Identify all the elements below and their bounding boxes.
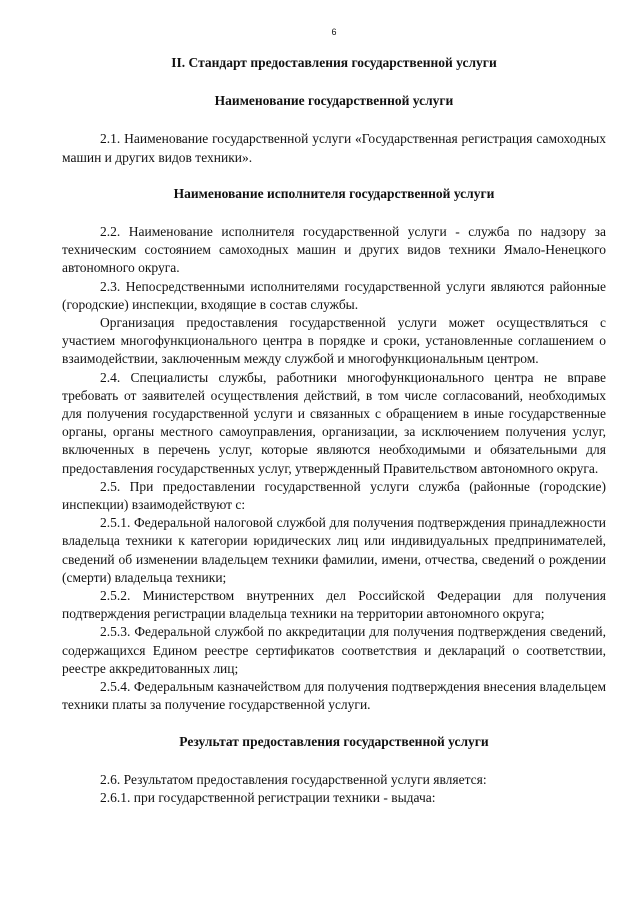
page-number: 6	[331, 27, 337, 37]
paragraph-2-4: 2.4. Специалисты службы, работники многофункционального центра не вправе требовать от заявителей осуществления действий, в том числе согласований, необходимых для получения государственной услуги и связанных с обращением в иные государственные органы, органы местного самоуправления, организации, за исключением получения услуг, включенных в перечень услуг, которые являются необходимыми и обязательными для предоставления государственных услуг, утвержденный Правительством автономного округа.	[62, 369, 606, 476]
paragraph-2-5-1: 2.5.1. Федеральной налоговой службой для получения подтверждения принадлежности владельца техники к категории юридических лиц или индивидуальных предпринимателей, сведений об изменении владельцем техники фамилии, имени, отчества, сведений о рождении (смерти) владельца техники;	[62, 515, 606, 585]
paragraph-2-6: 2.6. Результатом предоставления государственной услуги является:	[100, 771, 487, 787]
spacer	[62, 751, 606, 771]
paragraph-2-1: 2.1. Наименование государственной услуги «Государственная регистрация самоходных машин и других видов техники».	[62, 131, 606, 165]
section-title: II. Стандарт предоставления государственной услуги	[171, 55, 497, 70]
paragraph-2-5-2: 2.5.2. Министерством внутренних дел Российской Федерации для получения подтверждения регистрации владельца техники на территории автономного округа;	[62, 588, 606, 622]
spacer	[62, 167, 606, 185]
spacer	[62, 72, 606, 92]
paragraph-2-5-4: 2.5.4. Федеральным казначейством для получения подтверждения внесения владельцем техники платы за получение государственной услуги.	[62, 679, 606, 713]
heading-service-executor: Наименование исполнителя государственной услуги	[173, 185, 495, 201]
paragraph-2-5-3: 2.5.3. Федеральной службой по аккредитации для получения подтверждения сведений, содержащихся Едином реестре сертификатов соответствия и деклараций о соответствии, реестре аккредитованных лиц;	[62, 624, 606, 676]
spacer	[62, 203, 606, 223]
paragraph-2-5: 2.5. При предоставлении государственной услуги служба (районные (городские) инспекции) взаимодействуют с:	[62, 478, 606, 513]
heading-service-result: Результат предоставления государственной услуги	[179, 733, 489, 749]
paragraph-2-2: 2.2. Наименование исполнителя государственной услуги - служба по надзору за техническим состоянием самоходных машин и других видов техники Ямало-Ненецкого автономного округа.	[62, 224, 606, 276]
spacer	[62, 110, 606, 130]
heading-service-name: Наименование государственной услуги	[214, 93, 454, 109]
paragraph-mfc-organization: Организация предоставления государственной услуги может осуществляться с участием многофункционального центра в порядке и сроки, установленные соглашением о взаимодействии, заключенным между службой и многофункциональным центром.	[62, 315, 606, 367]
paragraph-2-3: 2.3. Непосредственными исполнителями государственной услуги являются районные (городские) инспекции, входящие в состав службы.	[62, 278, 606, 312]
spacer	[62, 715, 606, 733]
paragraph-2-6-1: 2.6.1. при государственной регистрации техники - выдача:	[100, 789, 436, 805]
